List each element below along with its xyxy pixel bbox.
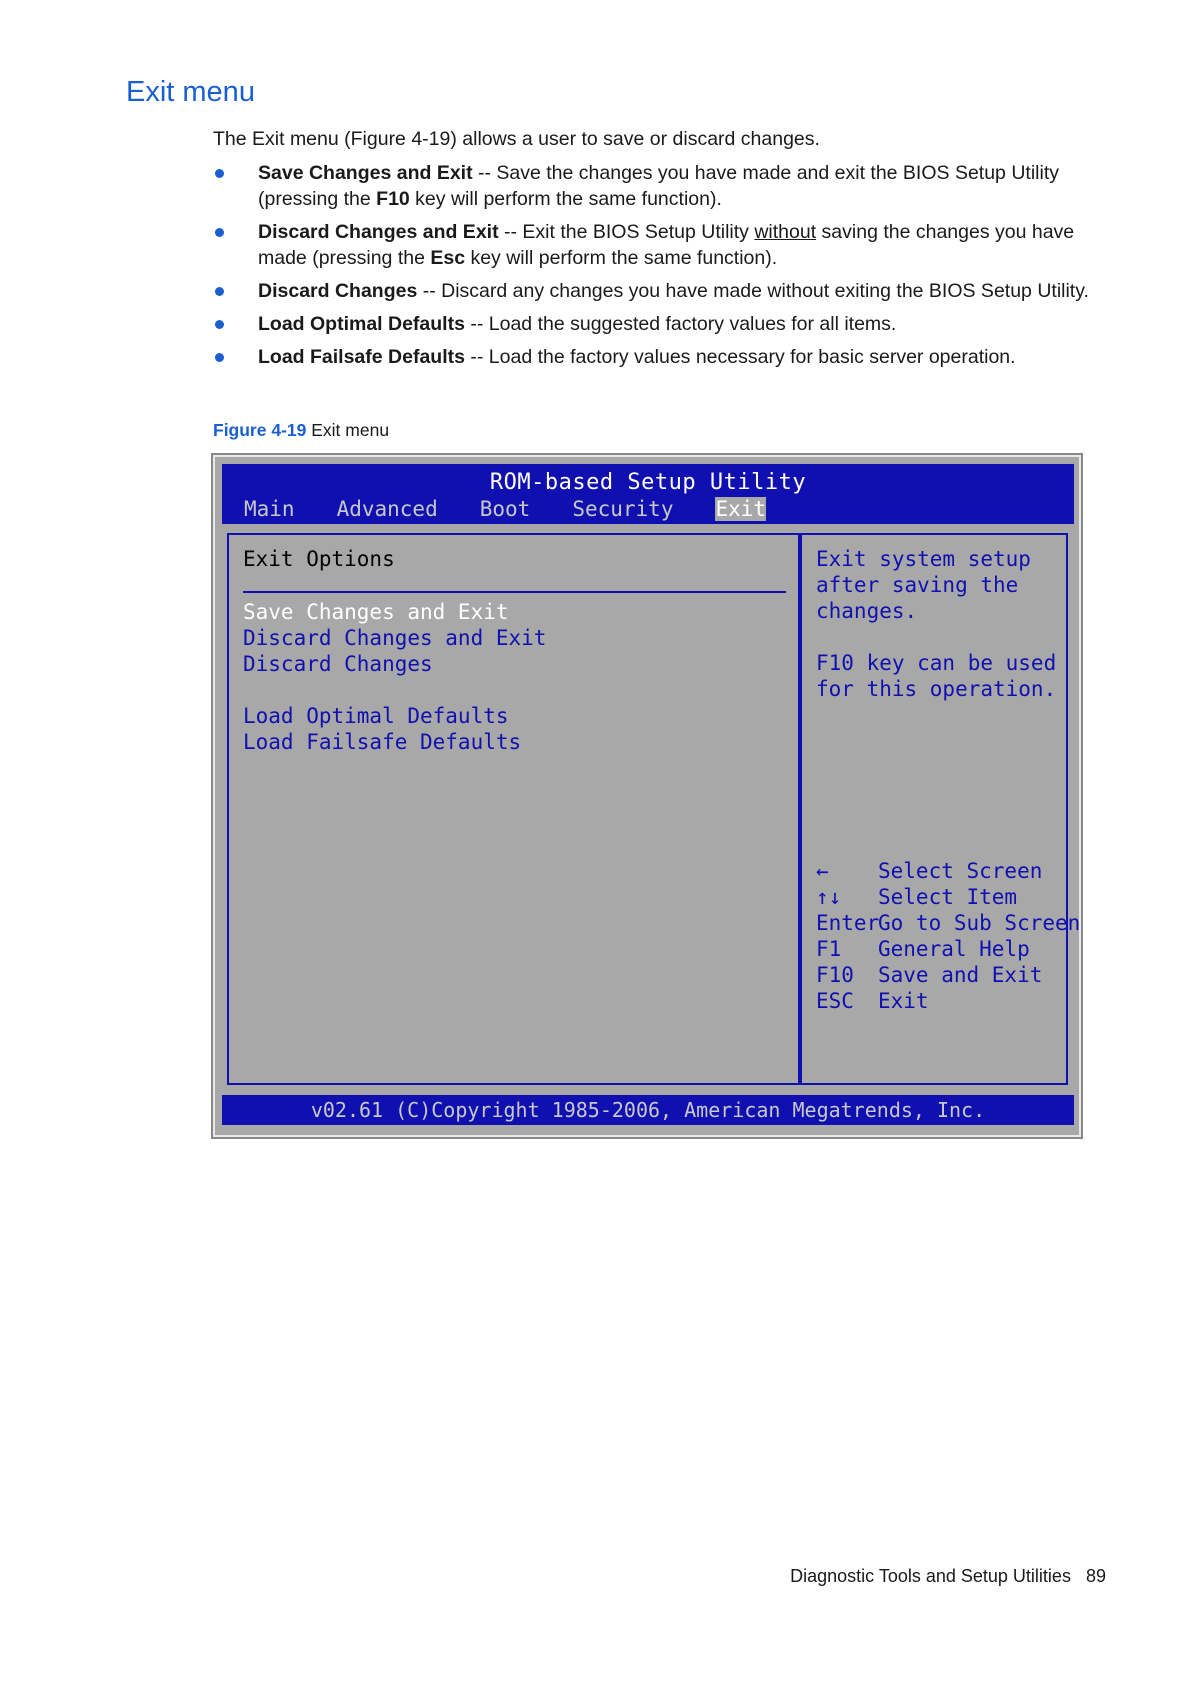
figure-caption [213,420,389,441]
list-item-term: Discard Changes [258,280,418,302]
exit-options-list [213,160,1113,377]
bullet-icon [215,353,224,362]
page-number: 89 [1085,1566,1106,1586]
help-text: Exit system setup [816,547,1031,571]
divider [243,591,786,593]
bios-footer-bar [222,1095,1074,1125]
key-description: Go to Sub Screen [878,911,1081,935]
panel-heading: Exit Options [243,547,395,571]
option-discard-changes-and-exit[interactable]: Discard Changes and Exit [243,626,547,650]
list-item-text: -- Load the suggested factory values for all items. [464,313,897,335]
key-description: Select Screen [878,859,1043,883]
key-description: Save and Exit [878,963,1043,987]
key-hint [816,911,1080,935]
bullet-icon [215,169,224,178]
bios-screenshot [213,455,1081,1137]
key-label: F10 [816,963,854,987]
bios-help-panel [800,533,1081,1085]
tab-boot[interactable]: Boot [479,497,531,521]
list-item [213,278,1113,304]
list-item [213,311,1113,337]
key-hint [816,937,1030,961]
key-label: ← [816,859,829,883]
key-label: Enter [816,911,880,935]
list-item [213,160,1113,212]
tab-security[interactable]: Security [572,497,674,521]
emphasis-text: without [754,221,817,243]
key-description: Exit [878,989,929,1013]
help-text: for this operation. [816,677,1057,701]
chapter-title: Diagnostic Tools and Setup Utilities [790,1566,1071,1586]
figure-caption-text: Exit menu [311,420,390,440]
section-title: Exit menu [126,76,255,108]
tab-main[interactable]: Main [244,497,295,521]
key-label: F1 [816,937,842,961]
list-item-term: Load Optimal Defaults [258,313,465,335]
bios-tab-bar [244,497,766,521]
help-text: F10 key can be used [816,651,1057,675]
bios-title-bar [222,464,1074,524]
list-item-term: Discard Changes and Exit [258,221,499,243]
option-save-changes-and-exit[interactable]: Save Changes and Exit [243,600,509,624]
key-name: Esc [430,247,466,269]
bullet-icon [215,320,224,329]
key-label: ↑↓ [816,885,842,909]
bios-options-panel [227,533,800,1085]
list-item-text: -- Discard any changes you have made without exiting the BIOS Setup Utility. [417,280,1089,302]
figure-number: Figure 4-19 [213,420,307,440]
key-hint [816,989,929,1013]
key-hint [816,859,1042,883]
key-description: Select Item [878,885,1018,909]
list-item-text: -- Load the factory values necessary for basic server operation. [464,346,1016,368]
key-hint [816,885,1017,909]
copyright-text: v02.61 (C)Copyright 1985-2006, American Megatrends, Inc. [310,1098,986,1122]
tab-advanced[interactable]: Advanced [336,497,438,521]
option-load-failsafe-defaults[interactable]: Load Failsafe Defaults [243,730,522,754]
list-item [213,344,1113,370]
option-discard-changes[interactable]: Discard Changes [243,652,433,676]
help-text: changes. [816,599,918,623]
key-name: F10 [376,188,410,210]
list-item-text: -- Save the changes you have made and exit the BIOS Setup Utility (pressing the [258,162,1059,210]
page-footer [760,1566,1106,1587]
list-item-text: -- Exit the BIOS Setup Utility [498,221,755,243]
key-hint [816,963,1042,987]
bullet-icon [215,228,224,237]
list-item-term: Load Failsafe Defaults [258,346,465,368]
key-description: General Help [878,937,1030,961]
list-item-term: Save Changes and Exit [258,162,473,184]
key-label: ESC [816,989,854,1013]
option-load-optimal-defaults[interactable]: Load Optimal Defaults [243,704,509,728]
bios-title: ROM-based Setup Utility [489,470,807,495]
list-item [213,219,1113,271]
help-text: after saving the [816,573,1019,597]
list-item-text: key will perform the same function). [465,247,778,269]
list-item-text: saving the changes you have made (pressing the [258,221,1075,269]
bullet-icon [215,287,224,296]
list-item-text: key will perform the same function). [409,188,722,210]
tab-exit[interactable]: Exit [715,497,767,521]
intro-paragraph: The Exit menu (Figure 4-19) allows a user to save or discard changes. [213,128,820,150]
